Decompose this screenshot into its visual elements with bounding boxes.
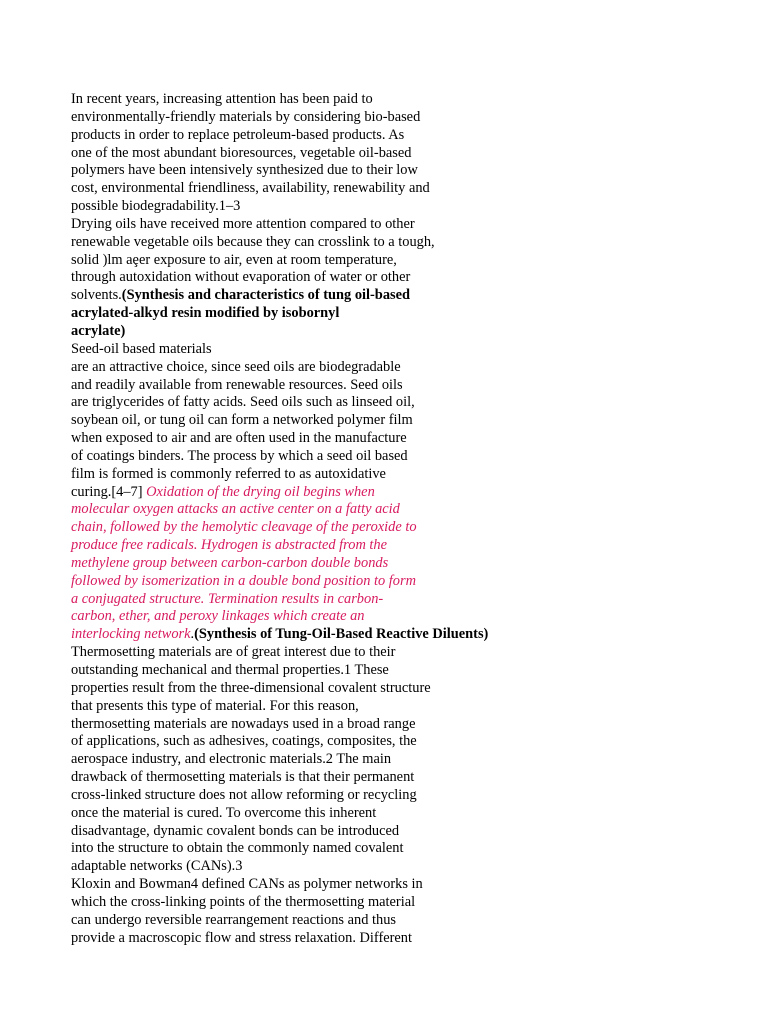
body-text-segment: renewable vegetable oils because they can crosslink to a tough,: [71, 233, 435, 250]
text-line: [71, 127, 591, 145]
body-text-segment: that presents this type of material. For this reason,: [71, 697, 359, 714]
body-text-segment: provide a macroscopic flow and stress relaxation. Different: [71, 929, 412, 946]
text-line: [71, 430, 591, 448]
body-text-segment: once the material is cured. To overcome this inherent: [71, 804, 377, 821]
text-line: [71, 805, 591, 823]
text-line: [71, 519, 591, 537]
text-line: [71, 555, 591, 573]
text-line: [71, 359, 591, 377]
body-text-segment: film is formed is commonly referred to as autoxidative: [71, 465, 386, 482]
body-text-segment: when exposed to air and are often used in the manufacture: [71, 430, 407, 447]
text-line: [71, 484, 591, 502]
text-line: [71, 394, 591, 412]
highlighted-italic-text: molecular oxygen attacks an active center on a fatty acid: [71, 501, 400, 518]
text-line: [71, 109, 591, 127]
highlighted-italic-text: followed by isomerization in a double bond position to form: [71, 572, 416, 589]
text-line: [71, 840, 591, 858]
text-line: [71, 91, 591, 109]
body-text-segment: can undergo reversible rearrangement reactions and thus: [71, 911, 396, 928]
text-line: [71, 876, 591, 894]
body-text-segment: are an attractive choice, since seed oils are biodegradable: [71, 358, 401, 375]
highlighted-italic-text: methylene group between carbon-carbon double bonds: [71, 554, 389, 571]
text-line: [71, 341, 591, 359]
highlighted-italic-text: produce free radicals. Hydrogen is abstracted from the: [71, 537, 388, 554]
body-text-segment: outstanding mechanical and thermal properties.1 These: [71, 662, 389, 678]
body-text-segment: drawback of thermosetting materials is that their permanent: [71, 769, 415, 786]
body-text-segment: In recent years, increasing attention has been paid to: [71, 91, 373, 107]
body-text-segment: Seed-oil based materials: [71, 340, 212, 357]
body-text-segment: solid )lm aȩer exposure to air, even at room temperature,: [71, 251, 397, 268]
text-line: [71, 501, 591, 519]
text-line: [71, 912, 591, 930]
text-line: [71, 234, 591, 252]
body-text-segment: environmentally-friendly materials by considering bio-based: [71, 108, 421, 125]
bold-citation-text: acrylate): [71, 322, 126, 339]
text-line: [71, 252, 591, 270]
body-text-segment: properties result from the three-dimensional covalent structure: [71, 679, 431, 696]
text-line: [71, 823, 591, 841]
bold-citation-text: (Synthesis and characteristics of tung oil-based: [121, 287, 411, 304]
text-line: [71, 377, 591, 395]
text-line: [71, 769, 591, 787]
body-text-segment: aerospace industry, and electronic materials.2 The main: [71, 751, 392, 768]
body-text-segment: into the structure to obtain the commonly named covalent: [71, 840, 404, 857]
text-line: [71, 573, 591, 591]
body-text-segment: curing.[4–7]: [71, 483, 147, 500]
body-text-segment: Thermosetting materials are of great interest due to their: [71, 644, 396, 661]
text-line: [71, 287, 591, 305]
text-line: [71, 644, 591, 662]
text-line: [71, 608, 591, 626]
highlighted-italic-text: a conjugated structure. Termination results in carbon-: [71, 590, 384, 607]
body-text-segment: possible biodegradability.1–3: [71, 198, 241, 215]
text-line: [71, 537, 591, 555]
body-text-segment: .: [190, 626, 195, 643]
body-text-segment: through autoxidation without evaporation of water or other: [71, 269, 411, 286]
text-line: [71, 662, 591, 680]
text-line: [71, 716, 591, 734]
body-text-segment: cost, environmental friendliness, availability, renewability and: [71, 180, 430, 197]
text-line: [71, 466, 591, 484]
text-line: [71, 680, 591, 698]
body-text-segment: disadvantage, dynamic covalent bonds can be introduced: [71, 822, 400, 839]
body-text-segment: Drying oils have received more attention compared to other: [71, 215, 415, 232]
body-text-segment: which the cross-linking points of the thermosetting material: [71, 893, 416, 910]
highlighted-italic-text: carbon, ether, and peroxy linkages which create an: [71, 608, 365, 625]
body-text-segment: and readily available from renewable resources. Seed oils: [71, 376, 403, 393]
highlighted-italic-text: interlocking network: [71, 626, 191, 643]
text-line: [71, 626, 591, 644]
body-text-segment: of coatings binders. The process by which a seed oil based: [71, 447, 408, 464]
text-line: [71, 198, 591, 216]
body-text-segment: thermosetting materials are nowadays used in a broad range: [71, 715, 416, 732]
text-line: [71, 448, 591, 466]
text-line: [71, 269, 591, 287]
body-text-segment: adaptable networks (CANs).3: [71, 858, 243, 875]
body-text-segment: soybean oil, or tung oil can form a networked polymer film: [71, 412, 413, 429]
text-line: [71, 591, 591, 609]
body-text-segment: polymers have been intensively synthesized due to their low: [71, 162, 418, 179]
text-line: [71, 930, 591, 948]
highlighted-italic-text: Oxidation of the drying oil begins when: [146, 483, 375, 500]
text-line: [71, 894, 591, 912]
bold-citation-text: (Synthesis of Tung-Oil-Based Reactive Diluents): [194, 626, 489, 643]
body-text-segment: solvents.: [71, 287, 122, 304]
text-line: [71, 751, 591, 769]
text-line: [71, 216, 591, 234]
text-line: [71, 733, 591, 751]
highlighted-italic-text: chain, followed by the hemolytic cleavage of the peroxide to: [71, 519, 417, 536]
body-text-segment: Kloxin and Bowman4 defined CANs as polymer networks in: [71, 876, 423, 893]
body-text-segment: one of the most abundant bioresources, vegetable oil-based: [71, 144, 412, 161]
text-line: [71, 412, 591, 430]
text-line: [71, 698, 591, 716]
body-text-segment: are triglycerides of fatty acids. Seed oils such as linseed oil,: [71, 394, 415, 411]
body-text-segment: of applications, such as adhesives, coatings, composites, the: [71, 733, 417, 750]
text-line: [71, 180, 591, 198]
body-text: [71, 91, 591, 948]
bold-citation-text: acrylated-alkyd resin modified by isobornyl: [71, 305, 340, 322]
text-line: [71, 787, 591, 805]
body-text-segment: products in order to replace petroleum-based products. As: [71, 126, 405, 143]
text-line: [71, 323, 591, 341]
text-line: [71, 858, 591, 876]
body-text-segment: cross-linked structure does not allow reforming or recycling: [71, 786, 417, 803]
text-line: [71, 162, 591, 180]
text-line: [71, 145, 591, 163]
text-line: [71, 305, 591, 323]
